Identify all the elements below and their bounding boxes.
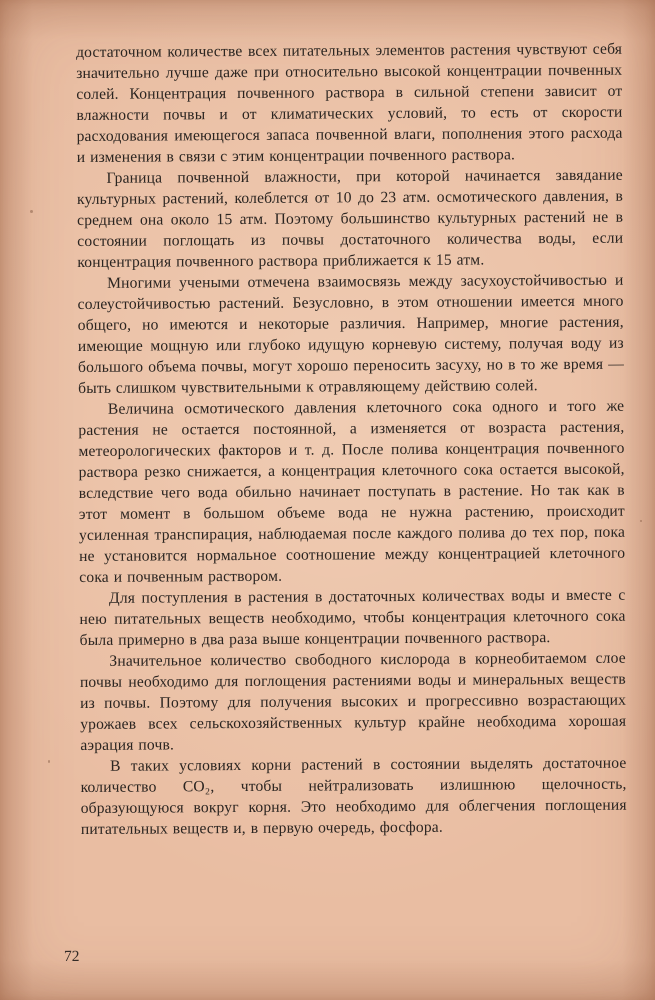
paragraph: Величина осмотического давления клеточного сока одного и того же растения не остается постоянной, а изменяется от возраста растения, метеорологических факторов и т. д. После полива концентрация почвенного раствора резко снижается, а концентрация клеточного сока остается высокой, вследствие чего вода обильно начинает поступать в растение. Но так как в этот момент в большом объеме вода не нужна растению, происходит усиленная транспирация, наблюдаемая после каждого полива до тех пор, пока не установится нормальное соотношение между концентрацией клеточного сока и почвенным раствором.: [78, 397, 626, 586]
paragraph: достаточном количестве всех питательных элементов растения чувствуют себя значительно лучше даже при относительно высокой концентрации почвенных солей. Концентрация почвенного раствора в сильной степени зависит от влажности почвы и от климатических условий, то есть от скорости расходования имеющегося запаса почвенной влаги, пополнения этого расхода и изменения в связи с этим концентрации почвенного раствора.: [76, 40, 623, 166]
page-text-block: [76, 39, 627, 840]
paper-speck: [640, 520, 642, 522]
paragraph: Многими учеными отмечена взаимосвязь между засухоустойчивостью и солеустойчивостью растений. Безусловно, в этом отношении имеется много общего, но имеются и некоторые различия. Например, многие растения, имеющие мощную или глубоко идущую корневую систему, получая воду из большого объема почвы, могут хорошо переносить засуху, но в то же время — быть слишком чувствительными к отравляющему действию солей.: [77, 271, 625, 397]
page-number: 72: [63, 947, 80, 966]
paragraph: В таких условиях корни растений в состоянии выделять достаточное количество CO₂, чтобы нейтрализовать излишнюю щелочность, образующуюся вокруг корня. Это необходимо для облегчения поглощения питательных веществ и, в первую очередь, фосфора.: [80, 754, 627, 838]
paragraph: Значительное количество свободного кислорода в корнеобитаемом слое почвы необходимо для поглощения растениями воды и минеральных веществ из почвы. Поэтому для получения высоких и прогрессивно возрастающих урожаев всех сельскохозяйственных культур крайне необходима хорошая аэрация почв.: [79, 649, 627, 754]
paragraph: Граница почвенной влажности, при которой начинается завядание культурных растений, колеблется от 10 до 23 атм. осмотического давления, в среднем она около 15 атм. Поэтому большинство культурных растений не в состоянии поглощать из почвы достаточного количества воды, если концентрация почвенного раствора приближается к 15 атм.: [76, 166, 624, 271]
paper-speck: [30, 210, 33, 213]
paper-speck: [48, 760, 50, 763]
paragraph: Для поступления в растения в достаточных количествах воды и вместе с нею питательных веществ необходимо, чтобы концентрация клеточного сока была примерно в два раза выше концентрации почвенного раствора.: [79, 586, 626, 649]
